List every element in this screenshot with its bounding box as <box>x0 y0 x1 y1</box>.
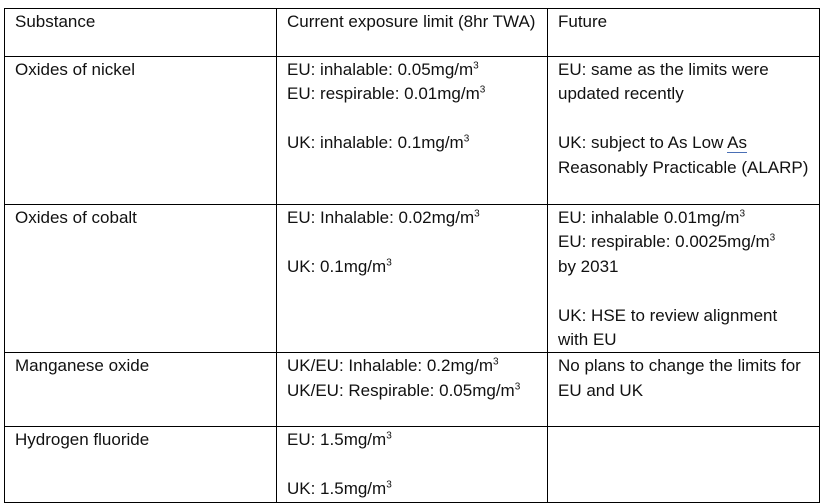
table-row <box>5 205 820 353</box>
superscript: 3 <box>386 430 392 442</box>
superscript: 3 <box>386 479 392 491</box>
substance-cell: Manganese oxide <box>5 353 277 427</box>
limit-text: UK/EU: Respirable: 0.05mg/m <box>287 380 515 400</box>
limit-text: UK: inhalable: 0.1mg/m <box>287 133 464 153</box>
current-limit-cell <box>277 353 548 427</box>
current-limit-cell <box>277 57 548 205</box>
substance-cell: Oxides of nickel <box>5 57 277 205</box>
future-cell <box>548 57 820 205</box>
limit-text: UK: 0.1mg/m <box>287 256 387 276</box>
superscript: 3 <box>479 84 486 96</box>
future-text: EU: inhalable 0.01mg/m <box>558 208 740 227</box>
future-text: EU: same as the limits were updated recently <box>558 60 769 104</box>
future-text: UK: HSE to review alignment with EU <box>558 305 778 350</box>
table-row <box>5 353 820 427</box>
superscript: 3 <box>769 232 776 244</box>
superscript: 3 <box>473 60 479 72</box>
header-substance: Substance <box>5 9 277 57</box>
limit-text: UK: 1.5mg/m <box>287 479 387 499</box>
table-row <box>5 427 820 502</box>
limit-text: EU: 1.5mg/m <box>287 430 387 450</box>
superscript: 3 <box>463 133 470 145</box>
future-text: by 2031 <box>558 256 619 276</box>
future-cell <box>548 205 820 353</box>
substance-cell: Oxides of cobalt <box>5 205 277 353</box>
future-text-part: UK: subject to As Low <box>558 133 728 153</box>
limit-text: EU: respirable: 0.01mg/m <box>287 84 480 104</box>
future-text-part: Reasonably Practicable (ALARP) <box>558 157 809 177</box>
superscript: 3 <box>474 208 480 220</box>
superscript: 3 <box>492 356 499 368</box>
exposure-limits-table <box>4 8 820 503</box>
future-cell <box>548 353 820 427</box>
header-current-limit: Current exposure limit (8hr TWA) <box>277 9 548 57</box>
superscript: 3 <box>514 381 521 393</box>
header-future: Future <box>548 9 820 57</box>
substance-cell: Hydrogen fluoride <box>5 427 277 502</box>
current-limit-cell <box>277 205 548 353</box>
limit-text: EU: inhalable: 0.05mg/m <box>287 60 474 79</box>
limit-text: UK/EU: Inhalable: 0.2mg/m <box>287 356 493 376</box>
future-text: EU: respirable: 0.0025mg/m <box>558 232 770 252</box>
header-row <box>5 9 820 57</box>
superscript: 3 <box>739 208 745 220</box>
underlined-word: As <box>727 133 747 153</box>
future-text <box>558 131 809 180</box>
limit-text: EU: Inhalable: 0.02mg/m <box>287 208 475 227</box>
current-limit-cell <box>277 427 548 502</box>
future-text: No plans to change the limits for EU and UK <box>558 356 801 400</box>
table-row <box>5 57 820 205</box>
superscript: 3 <box>386 257 392 269</box>
future-cell <box>548 427 820 502</box>
